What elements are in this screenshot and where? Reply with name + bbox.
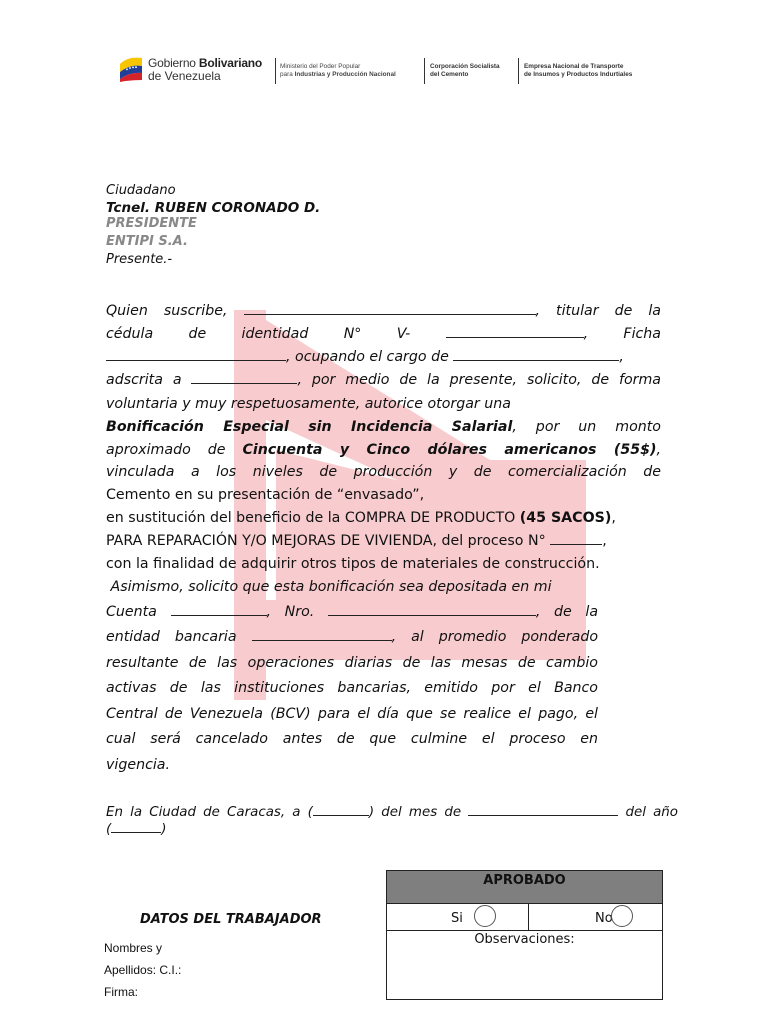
year-line: ( ) [106, 822, 167, 837]
header-divider [424, 58, 425, 84]
ficha-blank[interactable] [106, 346, 286, 361]
yes-label: Si [451, 911, 463, 926]
body-line-13: Asimismo, solicito que esta bonificación sea depositada en mi [106, 579, 552, 595]
body-line-7: aproximado de Cincuenta y Cinco dólares americanos (55$), [106, 442, 661, 458]
bank-blank[interactable] [252, 626, 392, 641]
worker-names-label: Nombres y [104, 941, 163, 955]
worker-signature-label: Firma: [104, 985, 138, 999]
body-line-12: con la finalidad de adquirir otros tipos de materiales de construcción. [106, 556, 600, 572]
gobierno-line1: Gobierno Bolivariano [148, 56, 263, 70]
body-line-18: Central de Venezuela (BCV) para el día que se realice el pago, el [106, 706, 598, 722]
recipient-role: PRESIDENTE [106, 216, 197, 231]
venezuela-flag-icon [118, 54, 144, 82]
body-line-2: cédula de identidad N° V- , Ficha [106, 323, 661, 346]
approval-box [386, 870, 663, 1000]
account-type-blank[interactable] [171, 601, 267, 616]
corporation-block: Corporación Socialista del Cemento [430, 63, 500, 78]
recipient-name: Tcnel. RUBEN CORONADO D. [106, 200, 321, 216]
header-divider [518, 58, 519, 84]
body-line-14: Cuenta , Nro. , de la [106, 601, 598, 624]
worker-data-title: DATOS DEL TRABAJADOR [140, 912, 322, 927]
body-line-16: resultante de las operaciones diarias de las mesas de cambio [106, 655, 598, 671]
cargo-blank[interactable] [453, 346, 619, 361]
body-line-5: voluntaria y muy respetuosamente, autorice otorgar una [106, 396, 511, 412]
body-line-1: Quien suscribe, , titular de la [106, 300, 661, 323]
body-line-6: Bonificación Especial sin Incidencia Salarial, por un monto [106, 419, 661, 435]
approval-no-cell[interactable] [529, 904, 662, 930]
process-number-blank[interactable] [550, 530, 602, 545]
yes-radio-circle[interactable] [474, 905, 496, 927]
approval-header: APROBADO [387, 871, 662, 904]
body-line-10: en sustitución del beneficio de la COMPRA DE PRODUCTO (45 SACOS), [106, 510, 616, 526]
body-line-20: vigencia. [106, 757, 171, 773]
gobierno-line2: de Venezuela [148, 69, 221, 83]
empresa-block: Empresa Nacional de Transporte de Insumos y Productos Indurtiales [524, 63, 633, 78]
body-line-9: Cemento en su presentación de “envasado”, [106, 487, 425, 503]
body-line-4: adscrita a , por medio de la presente, solicito, de forma [106, 369, 661, 392]
body-line-3: , ocupando el cargo de , [106, 346, 661, 369]
salutation: Ciudadano [106, 183, 176, 198]
letterhead [118, 52, 663, 86]
body-line-17: activas de las instituciones bancarias, emitido por el Banco [106, 680, 598, 696]
day-blank[interactable] [313, 803, 369, 816]
no-label: No [595, 911, 613, 926]
date-line: En la Ciudad de Caracas, a ( ) del mes de del año [106, 805, 678, 820]
recipient-company: ENTIPI S.A. [106, 234, 188, 249]
month-blank[interactable] [468, 803, 618, 816]
body-line-15: entidad bancaria , al promedio ponderado [106, 626, 598, 649]
id-number-blank[interactable] [446, 323, 584, 338]
adscrita-blank[interactable] [191, 369, 297, 384]
presente-label: Presente.- [106, 252, 173, 267]
year-blank[interactable] [111, 820, 161, 833]
observations-label: Observaciones: [474, 932, 575, 947]
body-line-19: cual será cancelado antes de que culmine el proceso en [106, 731, 598, 747]
worker-surnames-label: Apellidos: C.I.: [104, 963, 182, 977]
body-line-11: PARA REPARACIÓN Y/O MEJORAS DE VIVIENDA, del proceso N° , [106, 530, 661, 553]
account-number-blank[interactable] [328, 601, 536, 616]
approval-options-row [387, 904, 662, 931]
header-divider [275, 58, 276, 84]
ministry-block: Ministerio del Poder Popular para Industrias y Producción Nacional [280, 63, 396, 78]
no-radio-circle[interactable] [611, 905, 633, 927]
name-blank[interactable] [244, 300, 536, 315]
approval-yes-cell[interactable] [387, 904, 529, 930]
body-line-8: vinculada a los niveles de producción y de comercialización de [106, 464, 661, 480]
